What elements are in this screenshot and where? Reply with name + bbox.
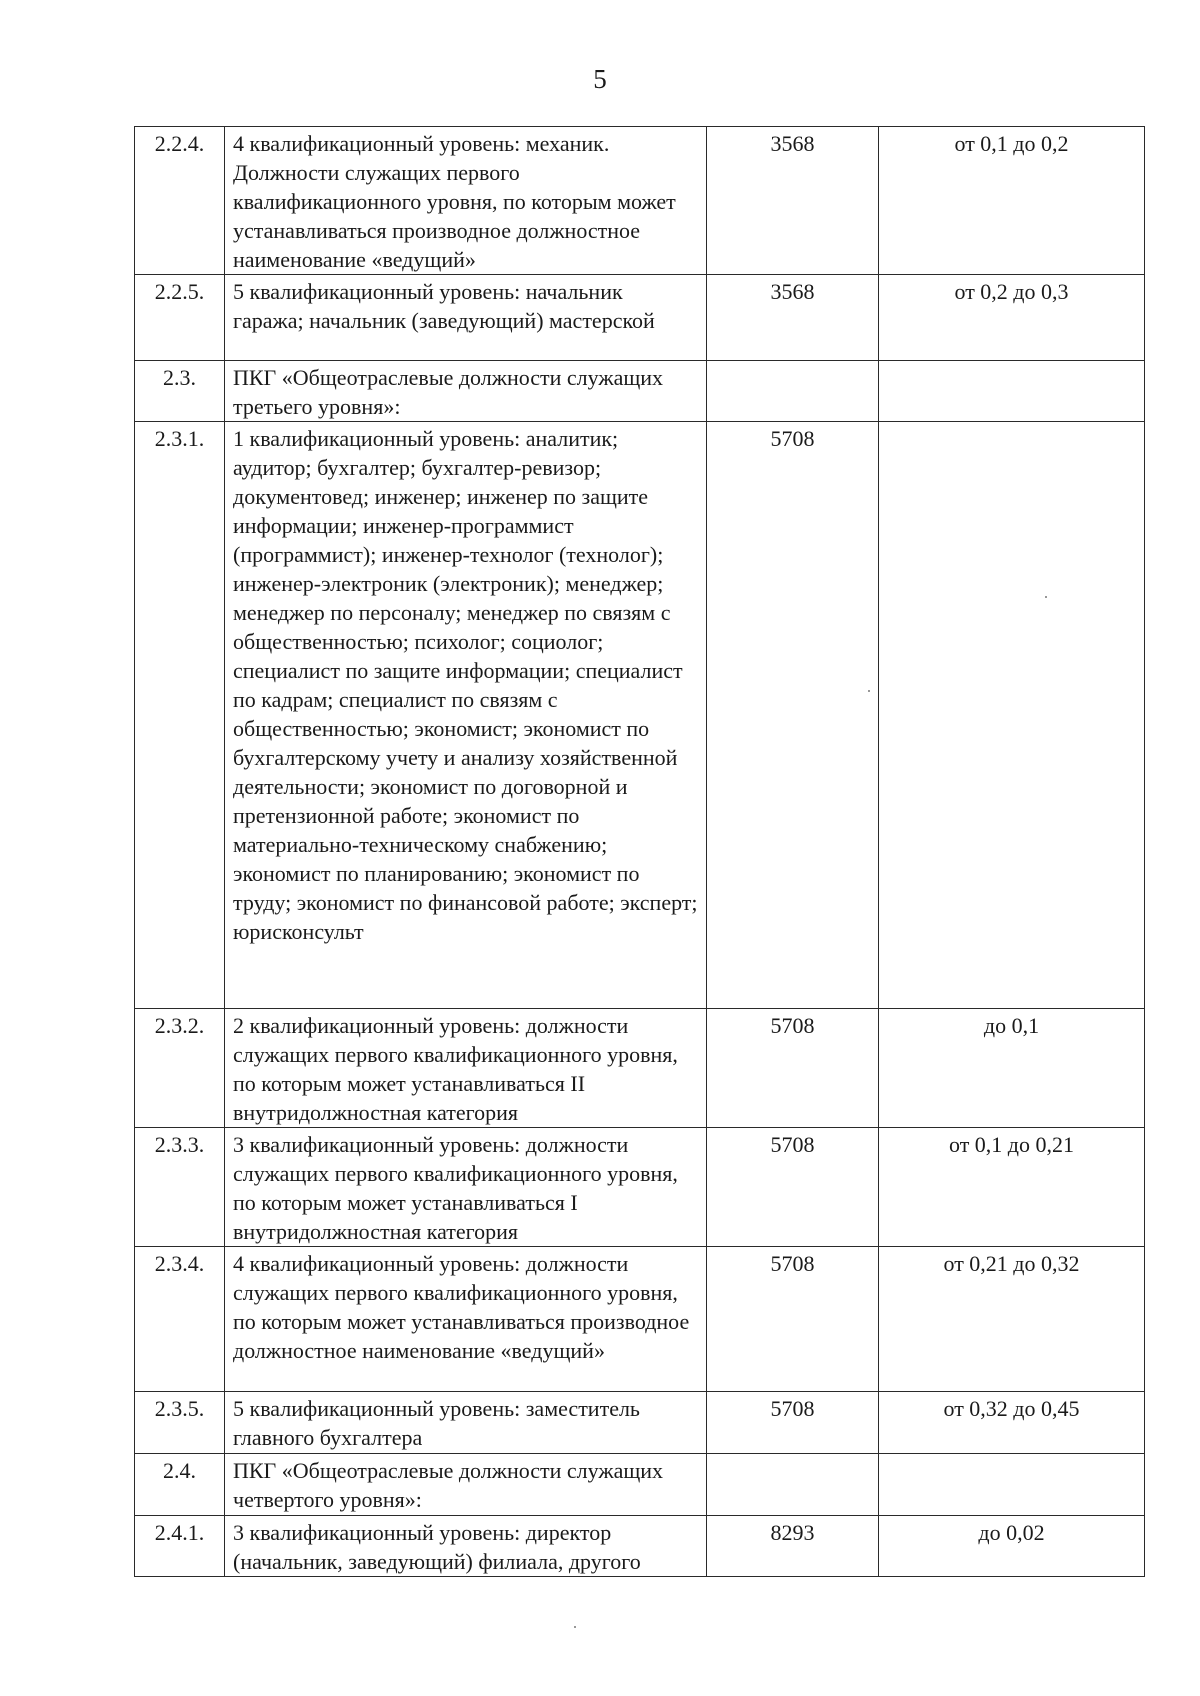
row-number: 2.4.1. (135, 1516, 225, 1577)
row-description: 1 квалификационный уровень: аналитик; аудитор; бухгалтер; бухгалтер-ревизор; документовед; инженер; инженер по защите информации; инженер-программист (программист); инженер-технолог (технолог); инженер-электроник (электроник); менеджер; менеджер по персоналу; менеджер по связям с общественностью; психолог; социолог; специалист по защите информации; специалист по кадрам; специалист по связям с общественностью; экономист; экономист по бухгалтерскому учету и анализу хозяйственной деятельности; экономист по договорной и претензионной работе; экономист по материально-техническому снабжению; экономист по планированию; экономист по труду; экономист по финансовой работе; эксперт; юрисконсульт (225, 422, 707, 1009)
row-coefficient (879, 1454, 1145, 1516)
table-row (135, 1392, 1145, 1454)
page-number: 5 (593, 64, 607, 94)
table-body (135, 127, 1145, 1577)
table-row (135, 1454, 1145, 1516)
table-row (135, 1516, 1145, 1577)
row-number: 2.3.4. (135, 1247, 225, 1392)
row-value: 5708 (707, 1009, 879, 1128)
row-coefficient (879, 422, 1145, 1009)
row-number: 2.3.5. (135, 1392, 225, 1454)
row-number: 2.4. (135, 1454, 225, 1516)
row-value: 3568 (707, 127, 879, 275)
scan-speck (574, 1626, 576, 1628)
row-value (707, 361, 879, 422)
row-value: 8293 (707, 1516, 879, 1577)
row-value: 3568 (707, 275, 879, 361)
row-description: 2 квалификационный уровень: должности служащих первого квалификационного уровня, по которым может устанавливаться II внутридолжностная категория (225, 1009, 707, 1128)
row-coefficient: от 0,32 до 0,45 (879, 1392, 1145, 1454)
row-description: ПКГ «Общеотраслевые должности служащих четвертого уровня»: (225, 1454, 707, 1516)
row-value: 5708 (707, 422, 879, 1009)
row-coefficient: от 0,1 до 0,21 (879, 1128, 1145, 1247)
row-number: 2.2.4. (135, 127, 225, 275)
row-number: 2.3. (135, 361, 225, 422)
row-value: 5708 (707, 1392, 879, 1454)
row-description: 5 квалификационный уровень: начальник гаража; начальник (заведующий) мастерской (225, 275, 707, 361)
row-coefficient: от 0,21 до 0,32 (879, 1247, 1145, 1392)
scan-speck (868, 690, 870, 692)
scan-speck (1045, 596, 1047, 598)
row-number: 2.2.5. (135, 275, 225, 361)
row-coefficient: от 0,1 до 0,2 (879, 127, 1145, 275)
row-description: 4 квалификационный уровень: должности служащих первого квалификационного уровня, по которым может устанавливаться производное должностное наименование «ведущий» (225, 1247, 707, 1392)
row-description: 5 квалификационный уровень: заместитель главного бухгалтера (225, 1392, 707, 1454)
row-number: 2.3.3. (135, 1128, 225, 1247)
row-number: 2.3.1. (135, 422, 225, 1009)
row-description: 4 квалификационный уровень: механик. Должности служащих первого квалификационного уровня, по которым может устанавливаться производное должностное наименование «ведущий» (225, 127, 707, 275)
row-number: 2.3.2. (135, 1009, 225, 1128)
row-value: 5708 (707, 1247, 879, 1392)
row-description: ПКГ «Общеотраслевые должности служащих третьего уровня»: (225, 361, 707, 422)
table-row (135, 422, 1145, 1009)
table-row (135, 1247, 1145, 1392)
row-coefficient: от 0,2 до 0,3 (879, 275, 1145, 361)
table-row (135, 127, 1145, 275)
qualification-table (134, 126, 1145, 1577)
row-value (707, 1454, 879, 1516)
row-description: 3 квалификационный уровень: должности служащих первого квалификационного уровня, по которым может устанавливаться I внутридолжностная категория (225, 1128, 707, 1247)
row-description: 3 квалификационный уровень: директор (начальник, заведующий) филиала, другого (225, 1516, 707, 1577)
table-row (135, 361, 1145, 422)
row-coefficient: до 0,1 (879, 1009, 1145, 1128)
table-row (135, 275, 1145, 361)
row-coefficient: до 0,02 (879, 1516, 1145, 1577)
row-value: 5708 (707, 1128, 879, 1247)
table-row (135, 1009, 1145, 1128)
row-coefficient (879, 361, 1145, 422)
table-row (135, 1128, 1145, 1247)
